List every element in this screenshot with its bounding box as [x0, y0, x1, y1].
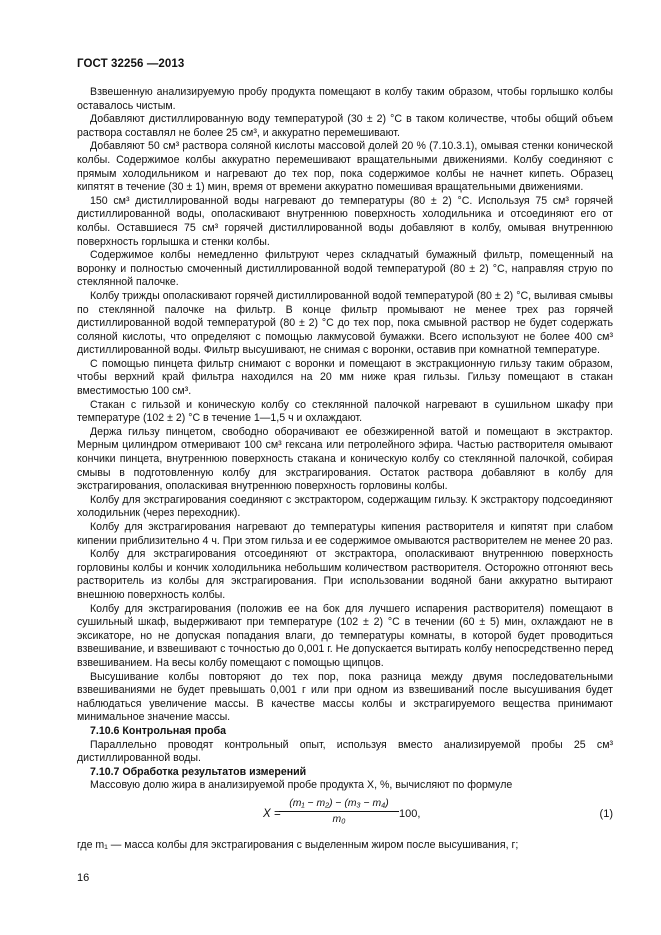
formula-multiplier: 100,: [399, 807, 421, 820]
paragraph: Добавляют 50 см³ раствора соляной кислоты массовой долей 20 % (7.10.3.1), омывая стенки конической колбы. Содержимое колбы аккуратно перемешивают вращательными движениями. Колбу соединяют с прямым холодильником и нагревают до тех пор, пока содержимое колбы не начнет кипеть. Образец кипятят в течение (30 ± 1) мин, время от времени аккуратно помешивая вращательными движениями.: [77, 140, 613, 194]
page-number: 16: [77, 872, 90, 884]
paragraph: Колбу для экстрагирования (положив ее на бок для лучшего испарения растворителя) помещают в сушильный шкаф, выдерживают при температуре (102 ± 2) °С в течении (60 ± 5) мин, охлаждают не в эксикаторе, но не допуская попадания влаги, до температуры комнаты, в которой будет проводиться взвешивание, и взвешивают с точностью до 0,001 г. Не допускается вытирать колбу непосредственно перед взвешиванием. На весы колбу помещают с помощью щипцов.: [77, 602, 613, 669]
paragraph: Колбу для экстрагирования нагревают до температуры кипения растворителя и кипятят при слабом кипении приблизительно 4 ч. При этом гильза и ее содержимое омываются растворителем не менее 20 раз.: [77, 521, 613, 547]
section-heading-control-sample: 7.10.6 Контрольная проба: [90, 724, 227, 737]
formula-number: (1): [599, 807, 613, 820]
paragraph: Колбу для экстрагирования отсоединяют от экстрактора, ополаскивают внутреннюю поверхность горловины колбы и кончик холодильника небольшим количеством растворителя. Осторожно отгоняют весь растворитель из колбы для экстрагирования. При использовании водяной бани аккуратно вытирают внешнюю поверхность колбы.: [77, 548, 613, 601]
formula-denominator: m₀: [332, 814, 346, 826]
formula-numerator: (m₁ − m₂) − (m₃ − m₄): [279, 797, 399, 813]
formula-fat-mass-fraction: [77, 797, 613, 837]
paragraph: Стакан с гильзой и коническую колбу со стеклянной палочкой нагревают в сушильном шкафу при температуре (102 ± 2) °С в течение 1—1,5 ч и охлаждают.: [77, 398, 613, 425]
paragraph: Колбу трижды ополаскивают горячей дистиллированной водой температурой (80 ± 2) °С, выливая смывы по стеклянной палочке на фильтр. В конце фильтр промывают не менее трех раз горячей дистиллированной водой температурой (80 ± 2) °С до тех пор, пока смывной раствор не будет содержать соляной кислоты, что определяют с помощью лакмусовой бумажки. Всего используют не более 400 см³ дистиллированной воды. Фильтр высушивают, не снимая с воронки, оставив при комнатной температуре.: [77, 289, 613, 357]
document-body: [77, 86, 613, 852]
paragraph: Массовую долю жира в анализируемой пробе продукта X, %, вычисляют по формуле: [90, 779, 513, 792]
paragraph: 150 см³ дистиллированной воды нагревают до температуры (80 ± 2) °С. Используя 75 см³ горячей дистиллированной воды, ополаскивают внутреннюю поверхность холодильника и отсоединяют его от колбы. Оставшиеся 75 см³ горячей дистиллированной воды добавляют в колбу, омывая внутреннюю поверхность горлышка и стенки колбы.: [77, 194, 613, 248]
paragraph: Высушивание колбы повторяют до тех пор, пока разница между двумя последовательными взвешиваниями не будет превышать 0,001 г или при одном из взвешиваний после высушивания будет наблюдаться увеличение массы. В качестве массы колбы и экстрагируемого вещества принимают минимальное значение массы.: [77, 670, 613, 724]
paragraph: Добавляют дистиллированную воду температурой (30 ± 2) °С в таком количестве, чтобы общий объем раствора составлял не более 25 см³, и аккуратно перемешивают.: [77, 113, 613, 139]
formula-fraction: [279, 797, 399, 827]
paragraph: Взвешенную анализируемую пробу продукта помещают в колбу таким образом, чтобы горлышко колбы оставалось чистым.: [77, 86, 613, 112]
paragraph: Колбу для экстрагирования соединяют с экстрактором, содержащим гильзу. К экстрактору подсоединяют холодильник (через переходник).: [77, 493, 613, 520]
paragraph: Содержимое колбы немедленно фильтруют через складчатый бумажный фильтр, помещенный на воронку и полностью смоченный дистиллированной водой температурой (80 ± 2) °С, направляя струю по стеклянной палочке.: [77, 249, 613, 289]
formula-variable-definition: где m₁ — масса колбы для экстрагирования с выделенным жиром после высушивания, г;: [77, 838, 519, 851]
formula-lhs: X =: [263, 807, 281, 820]
paragraph: Держа гильзу пинцетом, свободно оборачивают ее обезжиренной ватой и помещают в экстрактор. Мерным цилиндром отмеривают 100 см³ гексана или петролейного эфира. Частью растворителя омывают кончики пинцета, внутреннюю поверхность стакана и коническую колбу со стеклянной палочкой, собирая смывы в подготовленную колбу для экстрагирования. Остаток раствора добавляют в колбу для экстрагирования, ополаскивая внутреннюю поверхность горловины колбы.: [77, 425, 613, 493]
standard-header: ГОСТ 32256 —2013: [77, 58, 185, 70]
paragraph: С помощью пинцета фильтр снимают с воронки и помещают в экстракционную гильзу таким образом, чтобы верхний край фильтра находился на 20 мм ниже края гильзы. Гильзу помещают в стакан вместимостью 100 см³.: [77, 357, 613, 398]
section-heading-results-processing: 7.10.7 Обработка результатов измерений: [90, 765, 307, 778]
paragraph: Параллельно проводят контрольный опыт, используя вместо анализируемой пробы 25 см³ дистиллированной воды.: [77, 738, 613, 765]
